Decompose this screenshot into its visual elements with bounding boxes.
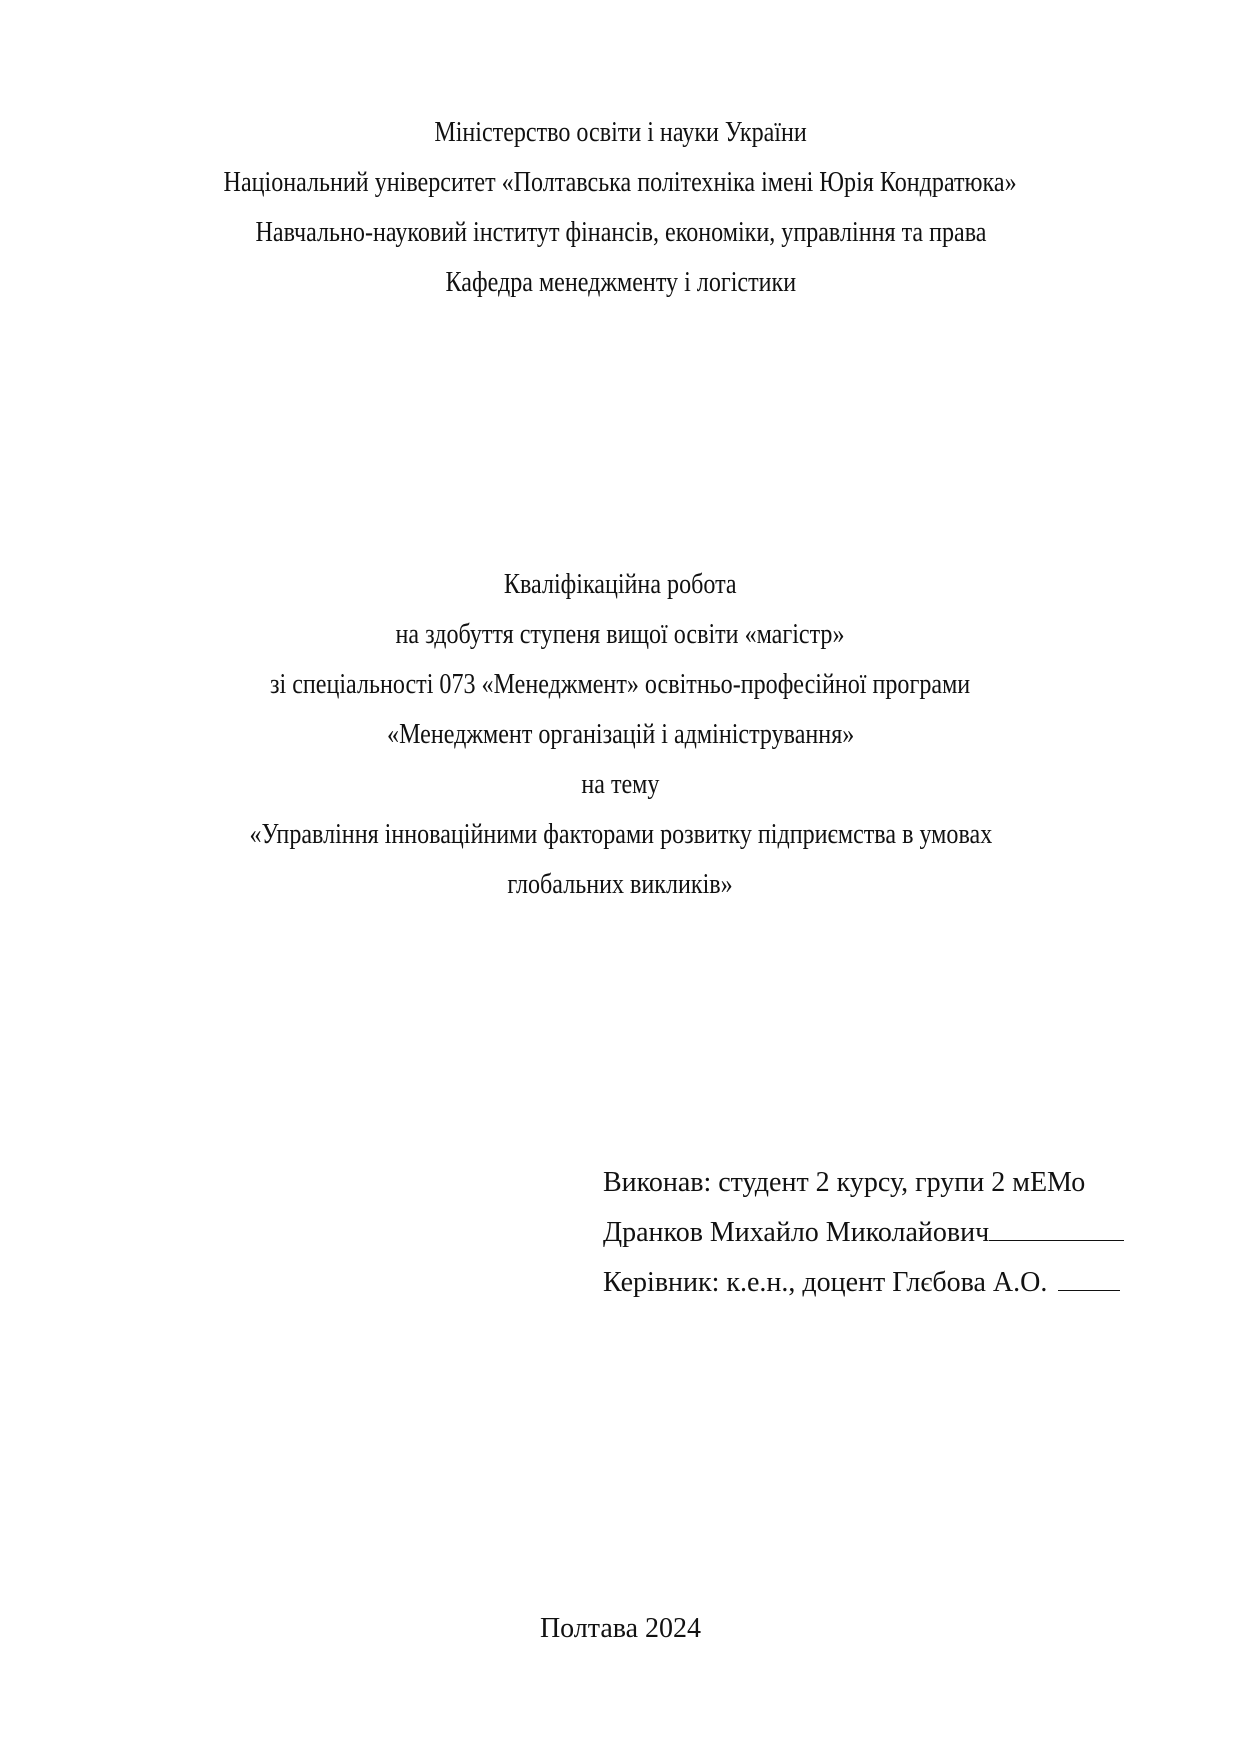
program-text: «Менеджмент організацій і адміністрування»	[386, 719, 855, 750]
topic-intro-text: на тему	[581, 769, 660, 800]
supervisor-text: Керівник: к.е.н., доцент Глєбова А.О.	[603, 1267, 1048, 1298]
topic-line-1	[0, 818, 1241, 852]
specialty-text: зі спеціальності 073 «Менеджмент» освітньо-професійної програми	[270, 669, 971, 700]
city-year-line	[0, 1612, 1241, 1646]
department-text: Кафедра менеджменту і логістики	[445, 267, 796, 298]
student-name-text: Дранков Михайло Миколайович	[603, 1217, 990, 1248]
topic-text-2: глобальних викликів»	[507, 869, 734, 900]
department-line	[0, 266, 1241, 300]
program-line	[0, 718, 1241, 752]
ministry-line	[0, 116, 1241, 150]
supervisor-signature-blank	[1058, 1266, 1120, 1291]
ministry-text: Міністерство освіти і науки України	[434, 117, 807, 148]
degree-text: на здобуття ступеня вищої освіти «магістр»	[396, 619, 845, 650]
institute-line	[0, 216, 1241, 250]
performer-text: Виконав: студент 2 курсу, групи 2 мЕМо	[603, 1167, 1086, 1198]
specialty-line	[0, 668, 1241, 702]
supervisor-line	[603, 1266, 1120, 1300]
degree-line	[0, 618, 1241, 652]
student-name-line	[603, 1216, 1124, 1250]
university-text: Національний університет «Полтавська політехніка імені Юрія Кондратюка»	[223, 167, 1018, 198]
university-line	[0, 166, 1241, 200]
performer-line	[603, 1166, 1085, 1200]
topic-line-2	[0, 868, 1241, 902]
work-type-line	[0, 568, 1241, 602]
student-signature-blank	[989, 1216, 1124, 1241]
city-year-text: Полтава 2024	[539, 1613, 702, 1644]
topic-text-1: «Управління інноваційними факторами розвитку підприємства в умовах	[249, 819, 992, 850]
institute-text: Навчально-науковий інститут фінансів, економіки, управління та права	[255, 217, 986, 248]
topic-intro-line	[0, 768, 1241, 802]
work-type-text: Кваліфікаційна робота	[504, 569, 737, 600]
